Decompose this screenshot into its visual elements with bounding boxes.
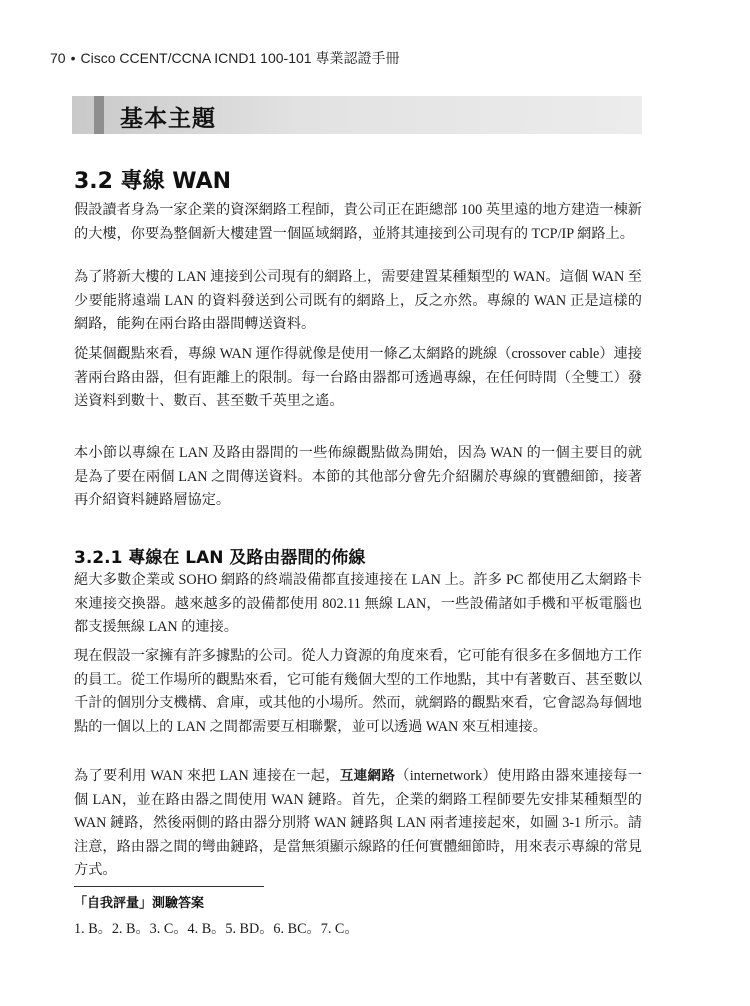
section-paragraph-2: 為了將新大樓的 LAN 連接到公司現有的網路上，需要建置某種類型的 WAN。這個 WAN 至少要能將遠端 LAN 的資料發送到公司既有的網路上，反之亦然。專線的 WAN 正是這樣的網路，能夠在兩台路由器間轉送資料。 [74,269,642,333]
topic-banner-title: 基本主題 [120,106,216,132]
subsection-paragraph-1: 絕大多數企業或 SOHO 網路的終端設備都直接連接在 LAN 上。許多 PC 都使用乙太網路卡來連接交換器。越來越多的設備都使用 802.11 無線 LAN，一些設備諸如手機和平板電腦也都支援無線 LAN 的連接。 [74,572,642,636]
subsection-paragraph-3 [74,765,642,883]
key-term: 互連網路 [339,768,396,784]
bullet-separator: • [70,50,76,66]
quiz-divider [74,886,264,887]
subsection-title: 3.2.1 專線在 LAN 及路由器間的佈線 [74,548,366,568]
banner-stripe [94,96,104,134]
topic-banner [72,96,642,134]
section-paragraph-1: 假設讀者身為一家企業的資深網路工程師，貴公司正在距總部 100 英里遠的地方建造一棟新的大樓，你要為整個新大樓建置一個區域網路，並將其連接到公司現有的 TCP/IP 網路上。 [74,202,642,242]
section-paragraph-3: 從某個觀點來看，專線 WAN 運作得就像是使用一條乙太網路的跳線（crossover cable）連接著兩台路由器，但有距離上的限制。每一台路由器都可透過專線，在任何時間（全雙工）發送資料到數十、數百、甚至數千英里之遙。 [74,346,642,410]
page-header [50,48,399,68]
quiz-answers: 1. B。2. B。3. C。4. B。5. BD。6. BC。7. C。 [74,921,359,937]
page-number: 70 [50,50,66,66]
book-title: Cisco CCENT/CCNA ICND1 100-101 專業認證手冊 [80,50,400,66]
paragraph-text: （internetwork）使用路由器來連接每一個 LAN，並在路由器之間使用 WAN 鏈路。首先，企業的網路工程師要先安排某種類型的 WAN 鏈路，然後兩側的路由器分別將 WAN 鏈路與 LAN 兩者連接起來，如圖 3-1 所示。請注意，路由器之間的彎曲鏈路，是當無須顯示線路的任何實體細節時，用來表示專線的常見方式。 [74,768,643,879]
subsection-paragraph-2: 現在假設一家擁有許多據點的公司。從人力資源的角度來看，它可能有很多在多個地方工作的員工。從工作場所的觀點來看，它可能有幾個大型的工作地點，其中有著數百、甚至數以千計的個別分支機構、倉庫，或其他的小場所。然而，就網路的觀點來看，它會認為每個地點的一個以上的 LAN 之間都需要互相聯繫，並可以透過 WAN 來互相連接。 [74,648,642,735]
paragraph-text: 為了要利用 WAN 來把 LAN 連接在一起， [74,768,340,784]
quiz-answers-title: 「自我評量」測驗答案 [74,896,205,911]
section-paragraph-4: 本小節以專線在 LAN 及路由器間的一些佈線觀點做為開始，因為 WAN 的一個主要目的就是為了要在兩個 LAN 之間傳送資料。本節的其他部分會先介紹關於專線的實體細節，接著再介紹資料鏈路層協定。 [74,445,642,509]
section-title: 3.2 專線 WAN [74,169,232,194]
